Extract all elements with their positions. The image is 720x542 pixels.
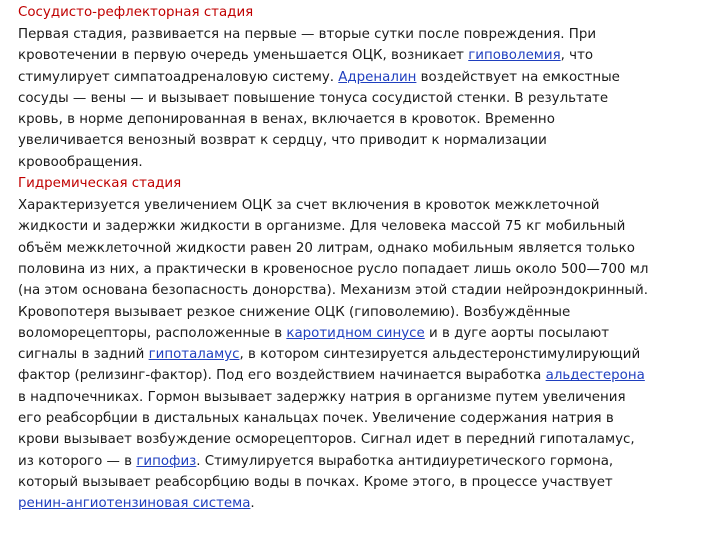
text-span: который вызывает реабсорбцию воды в почках. Кроме этого, в процессе участвует	[18, 474, 613, 490]
text-line	[18, 451, 710, 472]
text-span: воздействует на емкостные	[416, 69, 620, 85]
text-span: кровотечении в первую очередь уменьшается ОЦК, возникает	[18, 48, 469, 64]
document-page	[0, 2, 720, 542]
section-vascular-reflex	[18, 2, 710, 173]
text-span: , что	[560, 48, 594, 64]
text-span: сосуды — вены — и вызывает повышение тонуса сосудистой стенки. В результате	[18, 90, 609, 106]
text-span: воломорецепторы, расположенные в	[18, 325, 287, 341]
text-span: Характеризуется увеличением ОЦК за счет включения в кровоток межклеточной	[18, 198, 600, 214]
text-line	[18, 152, 710, 173]
link-pituitary[interactable]: гипофиз	[136, 453, 197, 469]
text-line	[18, 323, 710, 344]
text-span: фактор (релизинг-фактор). Под его воздействием начинается выработка	[18, 368, 546, 384]
text-line	[18, 45, 710, 66]
text-span: кровь, в норме депонированная в венах, включается в кровоток. Временно	[18, 112, 555, 128]
text-line	[18, 216, 710, 237]
text-span: увеличивается венозный возврат к сердцу, что приводит к нормализации	[18, 133, 547, 149]
text-line	[18, 109, 710, 130]
text-span: стимулирует симпатоадреналовую систему.	[18, 69, 339, 85]
link-adrenaline[interactable]: Адреналин	[338, 69, 417, 85]
text-span: Первая стадия, развивается на первые — вторые сутки после повреждения. При	[18, 27, 597, 42]
text-line	[18, 238, 710, 259]
text-line	[18, 302, 710, 323]
text-line	[18, 130, 710, 151]
link-renin-angiotensin[interactable]: ренин-ангиотензиновая система	[18, 496, 251, 512]
text-line	[18, 24, 710, 45]
text-line	[18, 365, 710, 386]
text-span: его реабсорбции в дистальных канальцах почек. Увеличение содержания натрия в	[18, 411, 614, 427]
link-hypothalamus[interactable]: гипоталамус	[148, 347, 240, 363]
text-line	[18, 280, 710, 301]
section-body	[18, 195, 710, 514]
text-span: половина из них, а практически в кровеносное русло попадает лишь около 500—700 мл	[18, 261, 649, 277]
text-span: , в котором синтезируется альдестеронстимулирующий	[239, 347, 641, 363]
text-line	[18, 472, 710, 493]
text-span: . Стимулируется выработка антидиуретического гормона,	[196, 453, 614, 469]
text-span: жидкости и задержки жидкости в организме. Для человека массой 75 кг мобильный	[18, 219, 626, 235]
text-span: в надпочечниках. Гормон вызывает задержку натрия в организме путем увеличения	[18, 389, 626, 405]
link-aldosterone[interactable]: альдестерона	[545, 368, 645, 384]
text-line	[18, 429, 710, 450]
section-body	[18, 24, 710, 173]
text-span: .	[250, 496, 255, 512]
text-span: крови вызывает возбуждение осморецепторов. Сигнал идет в передний гипоталамус,	[18, 432, 635, 448]
text-span: (на этом основана безопасность донорства). Механизм этой стадии нейроэндокринный.	[18, 283, 648, 299]
text-line	[18, 259, 710, 280]
text-span: сигналы в задний	[18, 347, 149, 363]
text-span: из которого — в	[18, 453, 137, 469]
link-hypovolemia[interactable]: гиповолемия	[468, 48, 561, 64]
text-span: Кровопотеря вызывает резкое снижение ОЦК (гиповолемию). Возбуждённые	[18, 304, 571, 320]
section-heading: Гидремическая стадия	[18, 176, 182, 192]
text-span: объём межклеточной жидкости равен 20 литрам, однако мобильным является только	[18, 240, 635, 256]
section-hydremic	[18, 173, 710, 514]
link-carotid-sinus[interactable]: каротидном синусе	[286, 325, 425, 341]
text-line	[18, 408, 710, 429]
text-line	[18, 88, 710, 109]
text-span: и в дуге аорты посылают	[424, 325, 610, 341]
section-heading: Сосудисто-рефлекторная стадия	[18, 5, 254, 20]
text-line	[18, 387, 710, 408]
text-line	[18, 195, 710, 216]
text-line	[18, 493, 710, 514]
text-span: кровообращения.	[18, 154, 143, 170]
text-line	[18, 344, 710, 365]
text-line	[18, 67, 710, 88]
